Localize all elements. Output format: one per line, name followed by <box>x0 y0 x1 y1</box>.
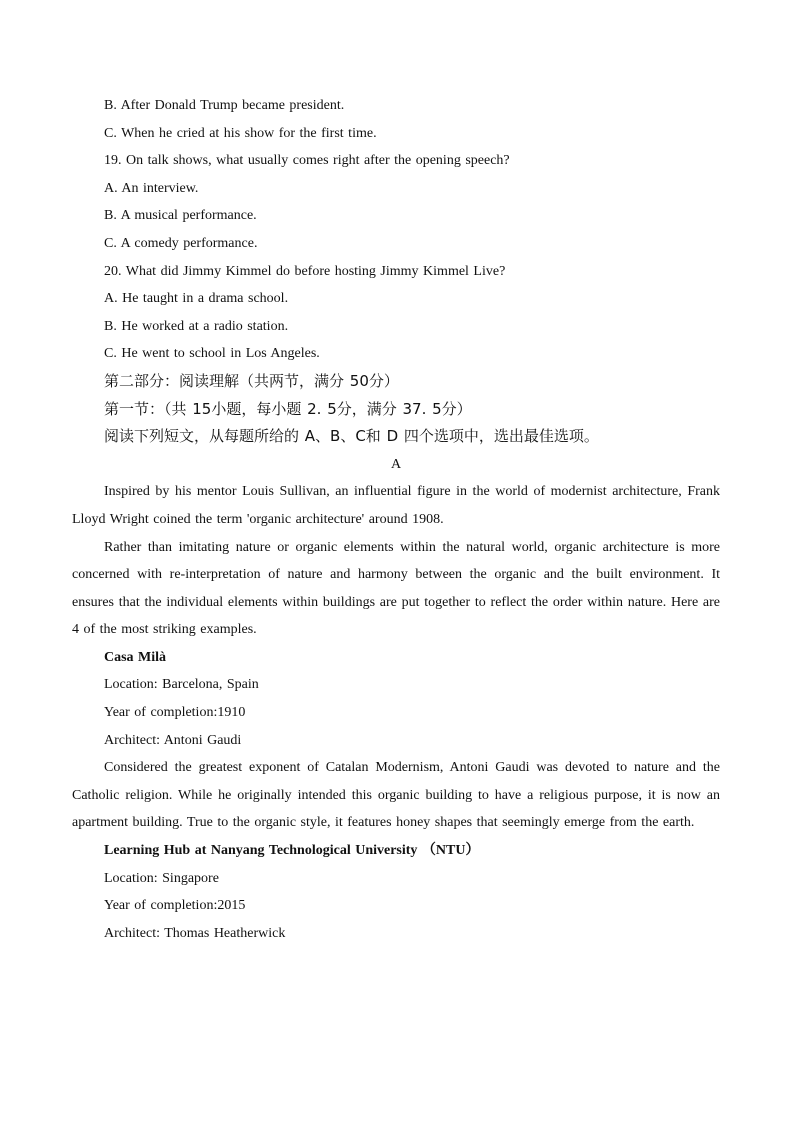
passage-label: A <box>390 456 402 472</box>
instruction-text: 阅读下列短文，从每题所给的 A、B、C和 D 四个选项中，选出最佳选项。 <box>104 427 599 446</box>
option-line: A. He taught in a drama school. <box>104 291 289 307</box>
intro-paragraph: Rather than imitating nature or organic elements within the natural world, organic architecture is more concerned with re-interpretation of nature and harmony between the organic and the built environment. It ensures that the individual elements within buildings are put together to reflect the order within nature. Here are 4 of the most striking examples. <box>72 539 720 638</box>
building-year: Year of completion:1910 <box>104 705 246 721</box>
building-description: Considered the greatest exponent of Catalan Modernism, Antoni Gaudi was devoted to nature and the Catholic religion. While he originally intended this organic building to have a religious purpose, it is now an apartment building. True to the organic style, it features honey shapes that seemingly emerge from the earth. <box>72 760 720 831</box>
building-name: Learning Hub at Nanyang Technological University （NTU） <box>104 843 480 859</box>
option-line: B. After Donald Trump became president. <box>104 98 345 113</box>
question-line: 20. What did Jimmy Kimmel do before hosting Jimmy Kimmel Live? <box>104 263 506 279</box>
building-name: Casa Milà <box>104 649 167 665</box>
building-location: Location: Singapore <box>104 870 219 886</box>
section-heading: 第二部分：阅读理解（共两节，满分 50分） <box>104 371 399 390</box>
subsection-heading: 第一节：（共 15小题，每小题 2. 5分，满分 37. 5分） <box>104 399 472 418</box>
building-architect: Architect: Thomas Heatherwick <box>104 925 286 941</box>
option-line: C. He went to school in Los Angeles. <box>104 346 320 362</box>
question-line: 19. On talk shows, what usually comes right after the opening speech? <box>104 153 510 169</box>
building-year: Year of completion:2015 <box>104 898 246 914</box>
building-architect: Architect: Antoni Gaudi <box>104 732 242 748</box>
document-page <box>72 92 720 947</box>
intro-paragraph: Inspired by his mentor Louis Sullivan, an influential figure in the world of modernist architecture, Frank Lloyd Wright coined the term 'organic architecture' around 1908. <box>72 484 720 527</box>
option-line: C. When he cried at his show for the first time. <box>104 125 377 141</box>
option-line: B. He worked at a radio station. <box>104 318 289 334</box>
option-line: A. An interview. <box>104 180 199 196</box>
option-line: C. A comedy performance. <box>104 235 258 251</box>
building-location: Location: Barcelona, Spain <box>104 677 259 693</box>
option-line: B. A musical performance. <box>104 208 257 224</box>
